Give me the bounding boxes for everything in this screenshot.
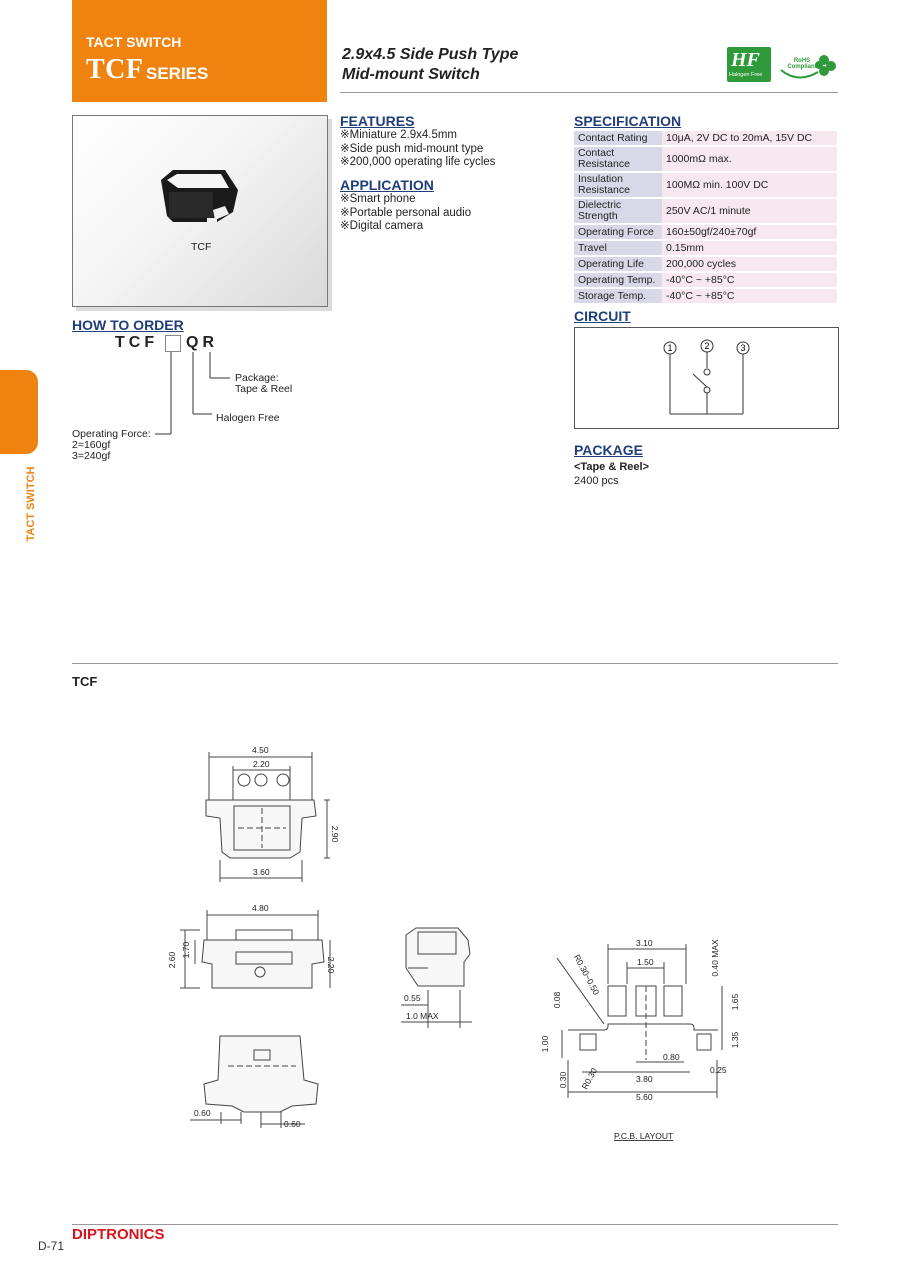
dim-label: 2.60: [167, 951, 177, 969]
rohs-logo-text: RoHS Compliant: [787, 58, 817, 70]
dim-label: 1.35: [730, 1031, 740, 1049]
dim-label: 0.60: [284, 1119, 301, 1129]
circuit-pin-1: 1: [667, 343, 673, 353]
category-label: TACT SWITCH: [86, 34, 182, 50]
dim-label: 4.80: [252, 903, 269, 913]
order-code-prefix: TCF: [115, 334, 159, 351]
series-word: SERIES: [146, 64, 209, 83]
order-code-suffix: QR: [186, 334, 218, 351]
dim-label: R0.30~0.50: [571, 952, 602, 997]
dim-label: 0.08: [552, 991, 562, 1009]
spec-key: Operating Temp.: [574, 272, 662, 288]
dim-label: 5.60: [636, 1092, 653, 1102]
dim-label: 1.00: [540, 1035, 550, 1053]
force-label: Operating Force:: [72, 428, 151, 440]
dim-label: 0.60: [194, 1108, 211, 1118]
spec-value: 160±50gf/240±70gf: [662, 224, 837, 240]
application-title: APPLICATION: [340, 177, 434, 193]
spec-value: 200,000 cycles: [662, 256, 837, 272]
dim-label: 0.40 MAX: [710, 939, 720, 977]
dim-label: 0.30: [558, 1071, 568, 1089]
dim-label: 1.65: [730, 993, 740, 1011]
spec-key: Storage Temp.: [574, 288, 662, 304]
series-code: TCF: [86, 54, 144, 85]
dim-label: 3.80: [636, 1074, 653, 1084]
package-qty: 2400 pcs: [574, 475, 619, 487]
dim-label: R0.30: [579, 1066, 600, 1091]
list-item: ※Side push mid-mount type: [340, 142, 484, 155]
list-item: ※Digital camera: [340, 220, 424, 232]
spec-key: Operating Force: [574, 224, 662, 240]
spec-value: 0.15mm: [662, 240, 837, 256]
package-type: <Tape & Reel>: [574, 461, 649, 473]
dim-label: 1.70: [181, 941, 191, 959]
package-title: PACKAGE: [574, 442, 643, 458]
spec-value: 100MΩ min. 100V DC: [662, 172, 837, 198]
dim-label: 3.10: [636, 938, 653, 948]
pcb-layout-label: P.C.B. LAYOUT: [614, 1131, 674, 1141]
dim-label: 0.80: [663, 1052, 680, 1062]
halogen-free-logo-text: Halogen Free: [729, 72, 763, 78]
features-title: FEATURES: [340, 113, 415, 129]
halogen-free-logo: HF Halogen Free: [727, 47, 771, 82]
list-item: ※Smart phone: [340, 193, 416, 205]
force-option: 2=160gf: [72, 439, 111, 451]
page-number: D-71: [38, 1239, 65, 1253]
halogen-label: Halogen Free: [216, 412, 280, 424]
spec-key: Insulation Resistance: [574, 172, 662, 198]
circuit-title: CIRCUIT: [574, 308, 631, 324]
spec-key: Operating Life: [574, 256, 662, 272]
subtitle-line2: Mid-mount Switch: [342, 66, 480, 83]
spec-value: 10μA, 2V DC to 20mA, 15V DC: [662, 131, 837, 146]
spec-value: 1000mΩ max.: [662, 146, 837, 172]
list-item: ※200,000 operating life cycles: [340, 156, 496, 168]
circuit-pin-2: 2: [704, 341, 710, 351]
spec-value: 250V AC/1 minute: [662, 198, 837, 224]
list-item: ※Portable personal audio: [340, 206, 472, 219]
spec-value: -40°C ~ +85°C: [662, 288, 837, 304]
dim-label: 2.20: [326, 956, 336, 974]
package-label: Package:: [235, 372, 279, 384]
brand-logo: DIPTRONICS: [72, 1226, 165, 1243]
spec-key: Dielectric Strength: [574, 198, 662, 224]
dim-label: 2.20: [253, 759, 270, 769]
spec-key: Travel: [574, 240, 662, 256]
dim-label: 0.55: [404, 993, 421, 1003]
dim-label: 3.60: [253, 867, 270, 877]
dim-label: 1.50: [637, 957, 654, 967]
spec-key: Contact Rating: [574, 131, 662, 146]
side-tab-label: TACT SWITCH: [25, 466, 37, 542]
spec-value: -40°C ~ +85°C: [662, 272, 837, 288]
dim-label: 0.25: [710, 1065, 727, 1075]
footer-divider: [72, 1224, 838, 1225]
photo-caption: TCF: [191, 241, 212, 253]
spec-key: Contact Resistance: [574, 146, 662, 172]
specification-title: SPECIFICATION: [574, 113, 682, 129]
circuit-pin-3: 3: [740, 343, 746, 353]
drawing-title: TCF: [72, 674, 98, 689]
dim-label: 2.90: [330, 825, 340, 843]
dim-label: 4.50: [252, 745, 269, 755]
force-option: 3=240gf: [72, 450, 111, 462]
how-to-order-title: HOW TO ORDER: [72, 317, 184, 333]
list-item: ※Miniature 2.9x4.5mm: [340, 129, 458, 141]
subtitle-line1: 2.9x4.5 Side Push Type: [342, 46, 519, 63]
dim-label: 1.0 MAX: [406, 1011, 439, 1021]
package-value: Tape & Reel: [235, 383, 293, 395]
